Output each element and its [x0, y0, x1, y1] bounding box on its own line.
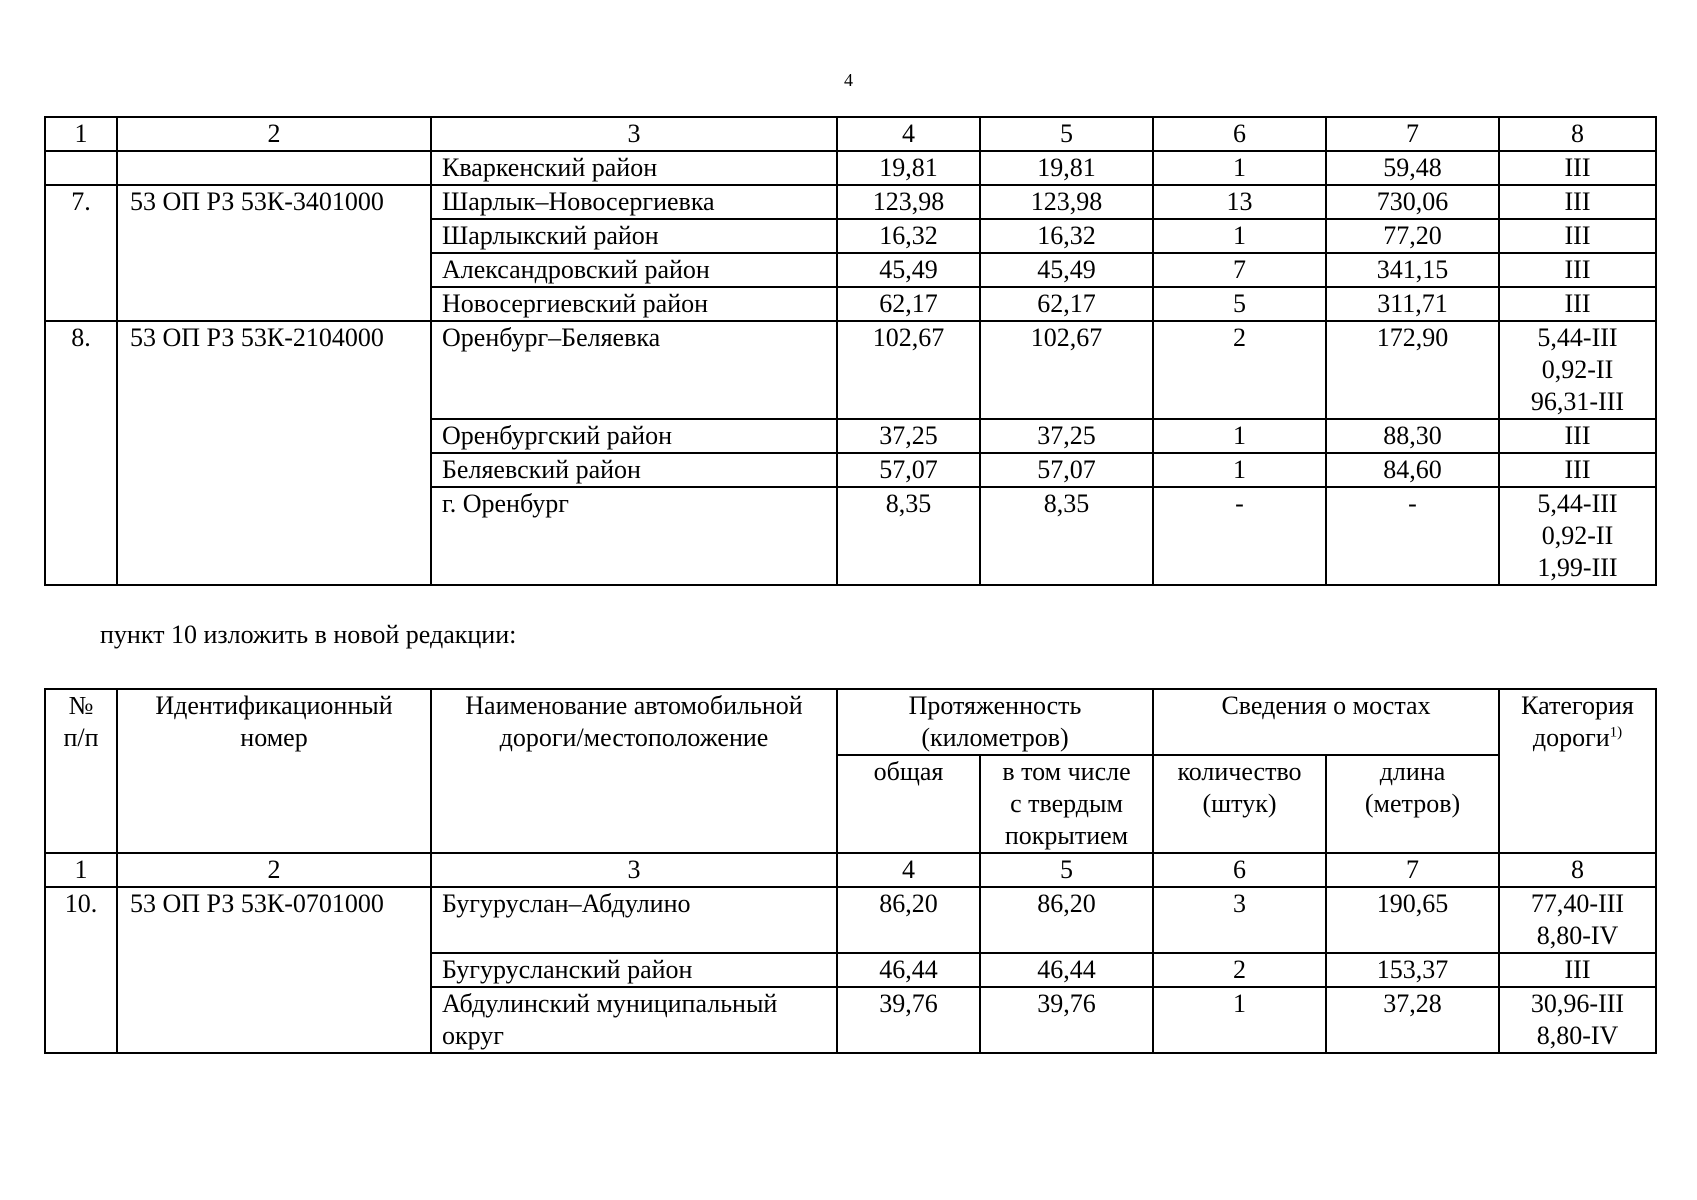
- row-number-cell: 8.: [45, 321, 117, 585]
- category-cell: III: [1499, 219, 1656, 253]
- bridge-length-cell: 88,30: [1326, 419, 1499, 453]
- length-hard-cell: 102,67: [980, 321, 1153, 419]
- header-length-hard: [980, 755, 1153, 853]
- page-number: 4: [844, 70, 853, 90]
- category-cell: [1499, 987, 1656, 1053]
- bridge-length-cell: -: [1326, 487, 1499, 585]
- road-name-cell: Беляевский район: [431, 453, 837, 487]
- length-total-cell: 46,44: [837, 953, 980, 987]
- col-number: 3: [431, 117, 837, 151]
- category-line: 5,44-III: [1537, 323, 1618, 352]
- header-line: с твердым: [1010, 789, 1123, 818]
- header-line: количество: [1177, 757, 1302, 786]
- category-cell: III: [1499, 453, 1656, 487]
- category-line: 0,92-II: [1541, 355, 1614, 384]
- road-name-cell: г. Оренбург: [431, 487, 837, 585]
- length-hard-cell: 123,98: [980, 185, 1153, 219]
- col-number: 6: [1153, 853, 1326, 887]
- length-hard-cell: 37,25: [980, 419, 1153, 453]
- col-number: 1: [45, 117, 117, 151]
- instruction-text: пункт 10 изложить в новой редакции:: [100, 620, 517, 649]
- length-hard-cell: 39,76: [980, 987, 1153, 1053]
- category-cell: [1499, 887, 1656, 953]
- bridge-length-cell: 59,48: [1326, 151, 1499, 185]
- header-line: (километров): [921, 723, 1069, 752]
- bridge-count-cell: -: [1153, 487, 1326, 585]
- road-name-cell: Шарлык–Новосергиевка: [431, 185, 837, 219]
- length-total-cell: 86,20: [837, 887, 980, 953]
- category-line: 77,40-III: [1530, 889, 1625, 918]
- roads-table-continued: [44, 116, 1657, 586]
- road-name-cell: Шарлыкский район: [431, 219, 837, 253]
- header-bridges-length: [1326, 755, 1499, 853]
- header-line: [1506, 722, 1649, 754]
- header-line: (метров): [1364, 789, 1461, 818]
- header-row: [45, 689, 1656, 755]
- length-total-cell: 39,76: [837, 987, 980, 1053]
- col-number: 1: [45, 853, 117, 887]
- header-line: Протяженность: [908, 691, 1082, 720]
- id-cell: 53 ОП РЗ 53К-3401000: [117, 185, 431, 321]
- bridge-count-cell: 1: [1153, 419, 1326, 453]
- bridge-length-cell: 341,15: [1326, 253, 1499, 287]
- category-cell: [1499, 321, 1656, 419]
- bridge-count-cell: 3: [1153, 887, 1326, 953]
- length-total-cell: 19,81: [837, 151, 980, 185]
- category-cell: III: [1499, 953, 1656, 987]
- header-name: [431, 689, 837, 853]
- length-hard-cell: 62,17: [980, 287, 1153, 321]
- category-cell: III: [1499, 287, 1656, 321]
- id-cell: 53 ОП РЗ 53К-2104000: [117, 321, 431, 585]
- category-line: 8,80-IV: [1536, 1021, 1619, 1050]
- road-name-line: Абдулинский муниципальный: [442, 989, 778, 1018]
- header-line: Наименование автомобильной: [465, 691, 803, 720]
- road-name-cell: Кваркенский район: [431, 151, 837, 185]
- road-name-cell: [431, 987, 837, 1053]
- length-total-cell: 102,67: [837, 321, 980, 419]
- length-hard-cell: 16,32: [980, 219, 1153, 253]
- header-line: в том числе: [1002, 757, 1131, 786]
- length-hard-cell: 8,35: [980, 487, 1153, 585]
- road-name-cell: Александровский район: [431, 253, 837, 287]
- length-hard-cell: 45,49: [980, 253, 1153, 287]
- bridge-length-cell: 730,06: [1326, 185, 1499, 219]
- bridge-count-cell: 1: [1153, 453, 1326, 487]
- header-line: Категория: [1521, 691, 1634, 720]
- row-number-cell: 10.: [45, 887, 117, 1053]
- col-number: 8: [1499, 853, 1656, 887]
- bridge-length-cell: 153,37: [1326, 953, 1499, 987]
- col-number: 4: [837, 853, 980, 887]
- length-total-cell: 123,98: [837, 185, 980, 219]
- length-total-cell: 8,35: [837, 487, 980, 585]
- table-row: [45, 321, 1656, 419]
- category-line: 1,99-III: [1537, 553, 1618, 582]
- road-name-cell: Оренбург–Беляевка: [431, 321, 837, 419]
- header-line: покрытием: [1004, 821, 1129, 850]
- col-number: 5: [980, 117, 1153, 151]
- row-number-cell: [45, 151, 117, 185]
- bridge-length-cell: 77,20: [1326, 219, 1499, 253]
- col-number: 7: [1326, 117, 1499, 151]
- col-number: 2: [117, 853, 431, 887]
- length-total-cell: 45,49: [837, 253, 980, 287]
- footnote-marker: 1): [1609, 724, 1623, 741]
- bridge-count-cell: 13: [1153, 185, 1326, 219]
- bridge-count-cell: 5: [1153, 287, 1326, 321]
- row-number-cell: 7.: [45, 185, 117, 321]
- table-row: [45, 151, 1656, 185]
- header-line: №: [68, 691, 94, 720]
- length-hard-cell: 86,20: [980, 887, 1153, 953]
- col-number: 5: [980, 853, 1153, 887]
- bridge-count-cell: 1: [1153, 151, 1326, 185]
- header-length: [837, 689, 1153, 755]
- col-number: 6: [1153, 117, 1326, 151]
- category-cell: III: [1499, 419, 1656, 453]
- header-bridges-count: [1153, 755, 1326, 853]
- bridge-length-cell: 190,65: [1326, 887, 1499, 953]
- length-total-cell: 37,25: [837, 419, 980, 453]
- bridge-count-cell: 1: [1153, 987, 1326, 1053]
- length-total-cell: 57,07: [837, 453, 980, 487]
- category-line: 30,96-III: [1530, 989, 1625, 1018]
- length-hard-cell: 46,44: [980, 953, 1153, 987]
- category-line: 5,44-III: [1537, 489, 1618, 518]
- id-cell: 53 ОП РЗ 53К-0701000: [117, 887, 431, 1053]
- length-hard-cell: 19,81: [980, 151, 1153, 185]
- header-line: (штук): [1202, 789, 1277, 818]
- header-category: [1499, 689, 1656, 853]
- col-number: 7: [1326, 853, 1499, 887]
- road-name-cell: Бугуруслан–Абдулино: [431, 887, 837, 953]
- table-row: [45, 185, 1656, 219]
- bridge-count-cell: 2: [1153, 953, 1326, 987]
- header-line: длина: [1379, 757, 1446, 786]
- column-number-row: [45, 853, 1656, 887]
- length-total-cell: 62,17: [837, 287, 980, 321]
- road-name-line: округ: [442, 1021, 504, 1050]
- category-line: 8,80-IV: [1536, 921, 1619, 950]
- col-number: 3: [431, 853, 837, 887]
- category-cell: III: [1499, 253, 1656, 287]
- header-bridges: Сведения о мостах: [1153, 689, 1499, 755]
- header-num: [45, 689, 117, 853]
- id-cell: [117, 151, 431, 185]
- category-line: 0,92-II: [1541, 521, 1614, 550]
- bridge-length-cell: 37,28: [1326, 987, 1499, 1053]
- category-cell: III: [1499, 185, 1656, 219]
- roads-table-new-edition: [44, 688, 1657, 1054]
- col-number: 4: [837, 117, 980, 151]
- category-cell: III: [1499, 151, 1656, 185]
- header-id: [117, 689, 431, 853]
- header-length-total: общая: [837, 755, 980, 853]
- bridge-length-cell: 311,71: [1326, 287, 1499, 321]
- header-category-word: дороги: [1532, 723, 1610, 752]
- table-row: [45, 887, 1656, 953]
- col-number: 2: [117, 117, 431, 151]
- bridge-count-cell: 2: [1153, 321, 1326, 419]
- bridge-length-cell: 172,90: [1326, 321, 1499, 419]
- header-line: номер: [240, 723, 308, 752]
- length-hard-cell: 57,07: [980, 453, 1153, 487]
- road-name-cell: Оренбургский район: [431, 419, 837, 453]
- category-cell: [1499, 487, 1656, 585]
- header-line: п/п: [63, 723, 99, 752]
- road-name-cell: Новосергиевский район: [431, 287, 837, 321]
- bridge-length-cell: 84,60: [1326, 453, 1499, 487]
- col-number: 8: [1499, 117, 1656, 151]
- length-total-cell: 16,32: [837, 219, 980, 253]
- header-line: дороги/местоположение: [499, 723, 769, 752]
- road-name-cell: Бугурусланский район: [431, 953, 837, 987]
- header-line: Идентификационный: [155, 691, 393, 720]
- bridge-count-cell: 1: [1153, 219, 1326, 253]
- bridge-count-cell: 7: [1153, 253, 1326, 287]
- category-line: 96,31-III: [1530, 387, 1625, 416]
- column-number-row: [45, 117, 1656, 151]
